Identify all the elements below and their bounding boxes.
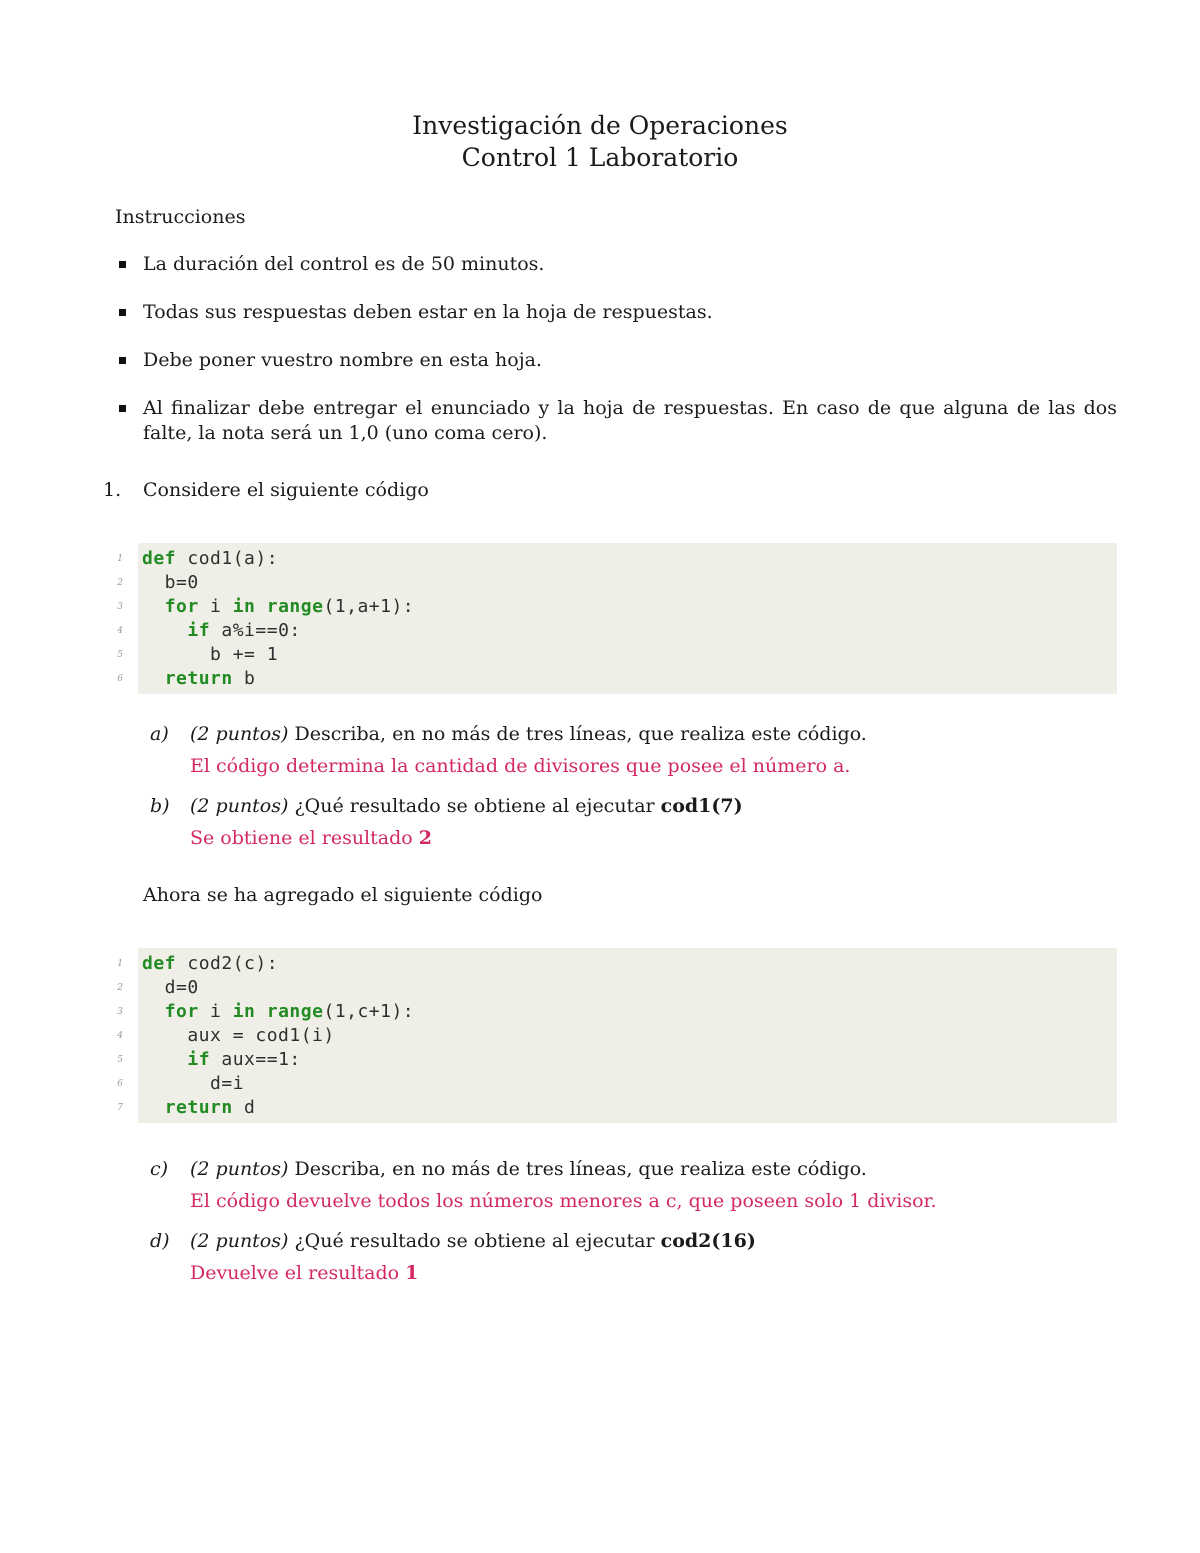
instruction-text: Debe poner vuestro nombre en esta hoja. [143, 349, 542, 371]
code-line-number: 4 [117, 626, 123, 636]
code-area [138, 948, 1117, 1123]
code-line [142, 952, 1109, 976]
problem-text: Considere el siguiente código [143, 479, 429, 501]
code-line-number: 2 [117, 983, 123, 993]
instructions-heading: Instrucciones [115, 206, 246, 228]
document-title: Investigación de Operaciones [412, 111, 788, 140]
code-line-number: 5 [117, 650, 123, 660]
code-keyword: range [266, 1001, 324, 1022]
code-text: b [232, 668, 256, 689]
code-line [142, 1096, 1109, 1120]
code-text [255, 596, 266, 617]
code-area [138, 543, 1117, 694]
code-line-number: 3 [117, 1007, 123, 1017]
answer-text: Devuelve el resultado [190, 1262, 406, 1284]
code-line-number: 6 [117, 1079, 123, 1089]
code-line [142, 976, 1109, 1000]
code-line [142, 619, 1109, 643]
code-text [142, 668, 165, 689]
code-text [142, 1049, 187, 1070]
code-keyword: if [187, 1049, 211, 1070]
question-a [115, 722, 1117, 779]
question-line [190, 1229, 1117, 1254]
question-points: (2 puntos) [190, 723, 289, 745]
questions-group-2 [115, 1157, 1117, 1286]
code-text: i [198, 1001, 233, 1022]
question-body [190, 722, 1117, 779]
code-keyword: for [164, 1001, 199, 1022]
code-text [142, 620, 187, 641]
code-keyword: return [164, 1097, 233, 1118]
question-points: (2 puntos) [190, 795, 289, 817]
question-text: ¿Qué resultado se obtiene al ejecutar [294, 795, 661, 817]
code-line-numbers [115, 948, 138, 1123]
code-text: d=i [142, 1073, 245, 1094]
code-text [142, 1097, 165, 1118]
question-line [190, 794, 1117, 819]
code-line-number: 3 [117, 602, 123, 612]
code-keyword: if [187, 620, 211, 641]
problem-1 [103, 478, 1117, 503]
instruction-item [115, 396, 1117, 446]
code-line [142, 547, 1109, 571]
question-body [190, 1229, 1117, 1286]
question-points: (2 puntos) [190, 1230, 289, 1252]
code-line [142, 571, 1109, 595]
instruction-item [115, 252, 1117, 277]
instruction-item [115, 348, 1117, 373]
code-text: cod1(a): [176, 548, 279, 569]
answer-a [190, 754, 1117, 779]
code-line-number: 7 [117, 1103, 123, 1113]
code-keyword: def [142, 953, 177, 974]
question-label: b) [150, 795, 170, 817]
code-line-number: 1 [117, 959, 123, 969]
question-line [190, 1157, 1117, 1182]
code-text: aux==1: [210, 1049, 301, 1070]
instruction-text: La duración del control es de 50 minutos. [143, 253, 545, 275]
code-text: aux = cod1(i) [142, 1025, 335, 1046]
document-body [0, 205, 1200, 1286]
code-text: (1,c+1): [323, 1001, 415, 1022]
code2-intro: Ahora se ha agregado el siguiente código [143, 884, 543, 906]
code-text: cod2(c): [176, 953, 279, 974]
code-line-numbers [115, 543, 138, 694]
question-text: ¿Qué resultado se obtiene al ejecutar [294, 1230, 661, 1252]
code-text [142, 1001, 165, 1022]
code-line [142, 1072, 1109, 1096]
answer-c [190, 1189, 1117, 1214]
code-text: (1,a+1): [323, 596, 415, 617]
code-keyword: for [164, 596, 199, 617]
code-line [142, 667, 1109, 691]
answer-text: El código devuelve todos los números menores a c, que poseen solo 1 divisor. [190, 1190, 937, 1212]
code-line-number: 1 [117, 554, 123, 564]
question-code-ref: cod2(16) [660, 1230, 756, 1252]
instruction-item [115, 300, 1117, 325]
code-line-number: 4 [117, 1031, 123, 1041]
answer-bold: 2 [418, 827, 432, 849]
code-text [255, 1001, 266, 1022]
code-text: b=0 [142, 572, 199, 593]
code-line-number: 6 [117, 674, 123, 684]
question-text: Describa, en no más de tres líneas, que realiza este código. [294, 1158, 867, 1180]
answer-text: Se obtiene el resultado [190, 827, 419, 849]
code-line [142, 1024, 1109, 1048]
code-keyword: def [142, 548, 177, 569]
code-listing-cod2 [115, 948, 1117, 1123]
question-label: c) [150, 1158, 169, 1180]
question-b [115, 794, 1117, 851]
question-points: (2 puntos) [190, 1158, 289, 1180]
code-keyword: range [266, 596, 324, 617]
instruction-text: Al finalizar debe entregar el enunciado y la hoja de respuestas. En caso de que alguna de las dos falte, la nota será un 1,0 (uno coma cero). [143, 397, 1117, 444]
question-d [115, 1229, 1117, 1286]
code-line [142, 1000, 1109, 1024]
code-listing-cod1 [115, 543, 1117, 694]
question-label: a) [150, 723, 169, 745]
problem-number: 1. [103, 479, 122, 501]
questions-group-1 [115, 722, 1117, 851]
code-line [142, 1048, 1109, 1072]
code-line [142, 595, 1109, 619]
instruction-text: Todas sus respuestas deben estar en la hoja de respuestas. [143, 301, 713, 323]
answer-bold: 1 [405, 1262, 419, 1284]
question-text: Describa, en no más de tres líneas, que realiza este código. [294, 723, 867, 745]
code-keyword: return [164, 668, 233, 689]
code-line [142, 643, 1109, 667]
code-keyword: in [232, 596, 256, 617]
code-line-number: 5 [117, 1055, 123, 1065]
code-text: i [198, 596, 233, 617]
code-text: d=0 [142, 977, 199, 998]
code-text: b += 1 [142, 644, 279, 665]
answer-d [190, 1261, 1117, 1286]
question-code-ref: cod1(7) [660, 795, 743, 817]
code-keyword: in [232, 1001, 256, 1022]
code-line-number: 2 [117, 578, 123, 588]
code-text: d [232, 1097, 256, 1118]
code-text: a%i==0: [210, 620, 301, 641]
answer-b [190, 826, 1117, 851]
question-line [190, 722, 1117, 747]
answer-text: El código determina la cantidad de divisores que posee el número a. [190, 755, 851, 777]
question-body [190, 1157, 1117, 1214]
instructions-list [115, 252, 1117, 446]
question-c [115, 1157, 1117, 1214]
question-body [190, 794, 1117, 851]
document-subtitle: Control 1 Laboratorio [461, 143, 739, 172]
question-label: d) [150, 1230, 170, 1252]
code-text [142, 596, 165, 617]
